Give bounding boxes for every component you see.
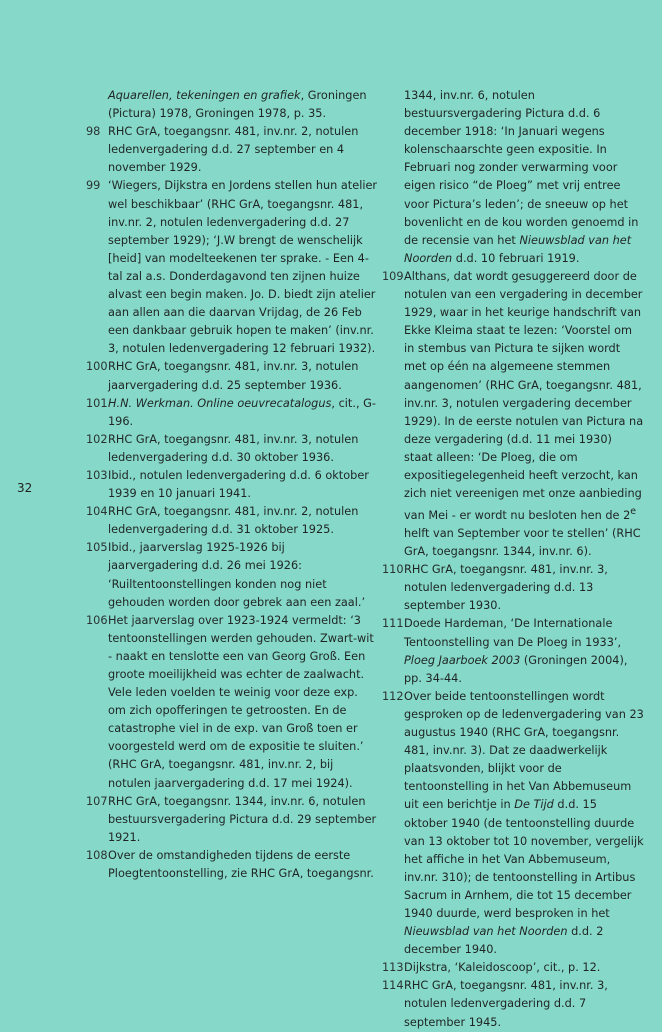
- footnote-text: RHC GrA, toegangsnr. 481, inv.nr. 2, notulen ledenvergadering d.d. 27 september en 4 november 1929.: [108, 125, 359, 175]
- footnote-text: RHC GrA, toegangsnr. 481, inv.nr. 3, notulen ledenvergadering d.d. 30 oktober 1936.: [108, 432, 359, 464]
- footnote-number: 111: [382, 617, 404, 631]
- footnote-number: 113: [382, 961, 404, 975]
- footnote-number: 102: [86, 432, 108, 446]
- footnote-number: 108: [86, 848, 108, 862]
- footnote-text: Over de omstandigheden tijdens de eerste Ploegtentoonstelling, zie RHC GrA, toegangsnr.: [108, 848, 374, 881]
- footnote: [86, 87, 378, 123]
- footnote: [86, 467, 378, 503]
- footnote-text: Aquarellen, tekeningen en grafiek, Groningen (Pictura) 1978, Groningen 1978, p. 35.: [108, 89, 367, 121]
- footnote: [382, 87, 644, 268]
- footnotes-left-column: [86, 87, 378, 883]
- footnote: [86, 431, 378, 467]
- footnote-text: 1344, inv.nr. 6, notulen bestuursvergadering Pictura d.d. 6 december 1918: ‘In Januari wegens kolenschaarschte geen expositie. In Februari nog zonder verwarming voor eigen risico “de Ploeg” met vrij entree voor Pictura’s leden’; de sneeuw op het bovenlicht en de kou worden genoemd in de recensie van het Nieuwsblad van het Noorden d.d. 10 februari 1919.: [404, 89, 639, 265]
- footnote-number: 98: [86, 125, 101, 139]
- footnote: [382, 688, 644, 959]
- footnote-number: 101: [86, 396, 108, 410]
- footnote-text: RHC GrA, toegangsnr. 481, inv.nr. 3, notulen ledenvergadering d.d. 7 september 1945.: [404, 979, 608, 1029]
- footnote-number: 105: [86, 541, 108, 555]
- footnotes-right-column: [382, 87, 644, 1032]
- footnote: [86, 395, 378, 431]
- footnote: [382, 977, 644, 1031]
- footnote: [86, 123, 378, 177]
- footnote-text: Althans, dat wordt gesuggereerd door de notulen van een vergadering in december 1929, waar in het keurige handschrift van Ekke Kleima staat te lezen: ‘Voorstel om in stembus van Pictura te sijken wordt met op één na algemeene stemmen aangenomen’ (RHC GrA, toegangsnr. 481, inv.nr. 3, notulen vergadering december 1929). In de eerste notulen van Pictura na deze vergadering (d.d. 11 mei 1930) staat alleen: ‘De Ploeg, die om expositiegelegenheid heeft verzocht, kan zich niet vereenigen met onze aanbieding van Mei - er wordt nu besloten hen de 2e helft van September voor te stellen’ (RHC GrA, toegangsnr. 1344, inv.nr. 6).: [404, 269, 644, 559]
- footnote-number: 106: [86, 613, 108, 627]
- page-number: 32: [17, 481, 33, 495]
- footnote-text: RHC GrA, toegangsnr. 481, inv.nr. 3, notulen jaarvergadering d.d. 25 september 1936.: [108, 360, 359, 392]
- footnote-number: 109: [382, 269, 404, 283]
- footnote: [86, 503, 378, 539]
- footnote-text: RHC GrA, toegangsnr. 481, inv.nr. 2, notulen ledenvergadering d.d. 31 oktober 1925.: [108, 505, 359, 537]
- footnote-text: Over beide tentoonstellingen wordt gesproken op de ledenvergadering van 23 augustus 1940 (RHC GrA, toegangsnr. 481, inv.nr. 3). Dat ze daadwerkelijk plaatsvonden, blijkt voor de tentoonstelling in het Van Abbemuseum uit een berichtje in De Tijd d.d. 15 oktober 1940 (de tentoonstelling duurde van 13 oktober tot 10 november, vergelijk het affiche in het Van Abbemuseum, inv.nr. 310); de tentoonstelling in Artibus Sacrum in Arnhem, die tot 15 december 1940 duurde, werd besproken in het Nieuwsblad van het Noorden d.d. 2 december 1940.: [404, 689, 644, 957]
- footnote-number: 114: [382, 979, 404, 993]
- footnote-text: Dijkstra, ‘Kaleidoscoop’, cit., p. 12.: [404, 961, 601, 975]
- footnote: [86, 793, 378, 847]
- footnote: [382, 615, 644, 687]
- footnote: [86, 612, 378, 793]
- footnote-number: 103: [86, 468, 108, 482]
- footnote: [382, 561, 644, 615]
- footnote-text: Ibid., notulen ledenvergadering d.d. 6 oktober 1939 en 10 januari 1941.: [108, 468, 369, 501]
- footnote-number: 104: [86, 505, 108, 519]
- footnote-text: Het jaarverslag over 1923-1924 vermeldt: ‘3 tentoonstellingen werden gehouden. Zwart-wit - naakt en tenslotte een van Georg Groß. Een groote moeilijkheid was echter de zaalwacht. Vele leden voelden te weinig voor deze exp. om zich opofferingen te getroosten. En de catastrophe viel in de exp. van Groß toen er voorgesteld werd om de expositie te sluiten.’ (RHC GrA, toegangsnr. 481, inv.nr. 2, bij notulen jaarvergadering d.d. 17 mei 1924).: [108, 613, 374, 790]
- footnote-number: 107: [86, 794, 108, 808]
- footnote: [86, 177, 378, 358]
- footnote-number: 100: [86, 360, 108, 374]
- footnote-number: 99: [86, 179, 101, 193]
- footnote: [382, 959, 644, 977]
- footnote-text: Doede Hardeman, ‘De Internationale Tentoonstelling van De Ploeg in 1933’, Ploeg Jaarboek 2003 (Groningen 2004), pp. 34-44.: [404, 617, 628, 685]
- footnote-number: 110: [382, 563, 404, 577]
- footnote-text: H.N. Werkman. Online oeuvrecatalogus, cit., G-196.: [108, 396, 376, 428]
- footnote: [382, 268, 644, 561]
- footnote-text: ‘Wiegers, Dijkstra en Jordens stellen hun atelier wel beschikbaar’ (RHC GrA, toegangsnr. 481, inv.nr. 2, notulen ledenvergadering d.d. 27 september 1929); ‘J.W brengt de wenschelijk [heid] van modelteekenen ter sprake. - Een 4-tal zal a.s. Donderdagavond ten zijnen huize alvast een begin maken. Jo. D. biedt zijn atelier aan allen aan die daarvan Vrijdag, de 26 Feb een dankbaar gebruik hopen te maken’ (inv.nr. 3, notulen ledenvergadering 12 februari 1932).: [108, 179, 378, 356]
- footnote-text: Ibid., jaarverslag 1925-1926 bij jaarvergadering d.d. 26 mei 1926: ‘Ruiltentoonstellingen konden nog niet gehouden worden door gebrek aan een zaal.’: [108, 541, 366, 609]
- footnote: [86, 539, 378, 611]
- footnote-number: 112: [382, 689, 404, 703]
- footnote-text: RHC GrA, toegangsnr. 481, inv.nr. 3, notulen ledenvergadering d.d. 13 september 1930.: [404, 563, 608, 613]
- footnote: [86, 358, 378, 394]
- footnote: [86, 847, 378, 883]
- footnote-text: RHC GrA, toegangsnr. 1344, inv.nr. 6, notulen bestuursvergadering Pictura d.d. 29 september 1921.: [108, 794, 377, 844]
